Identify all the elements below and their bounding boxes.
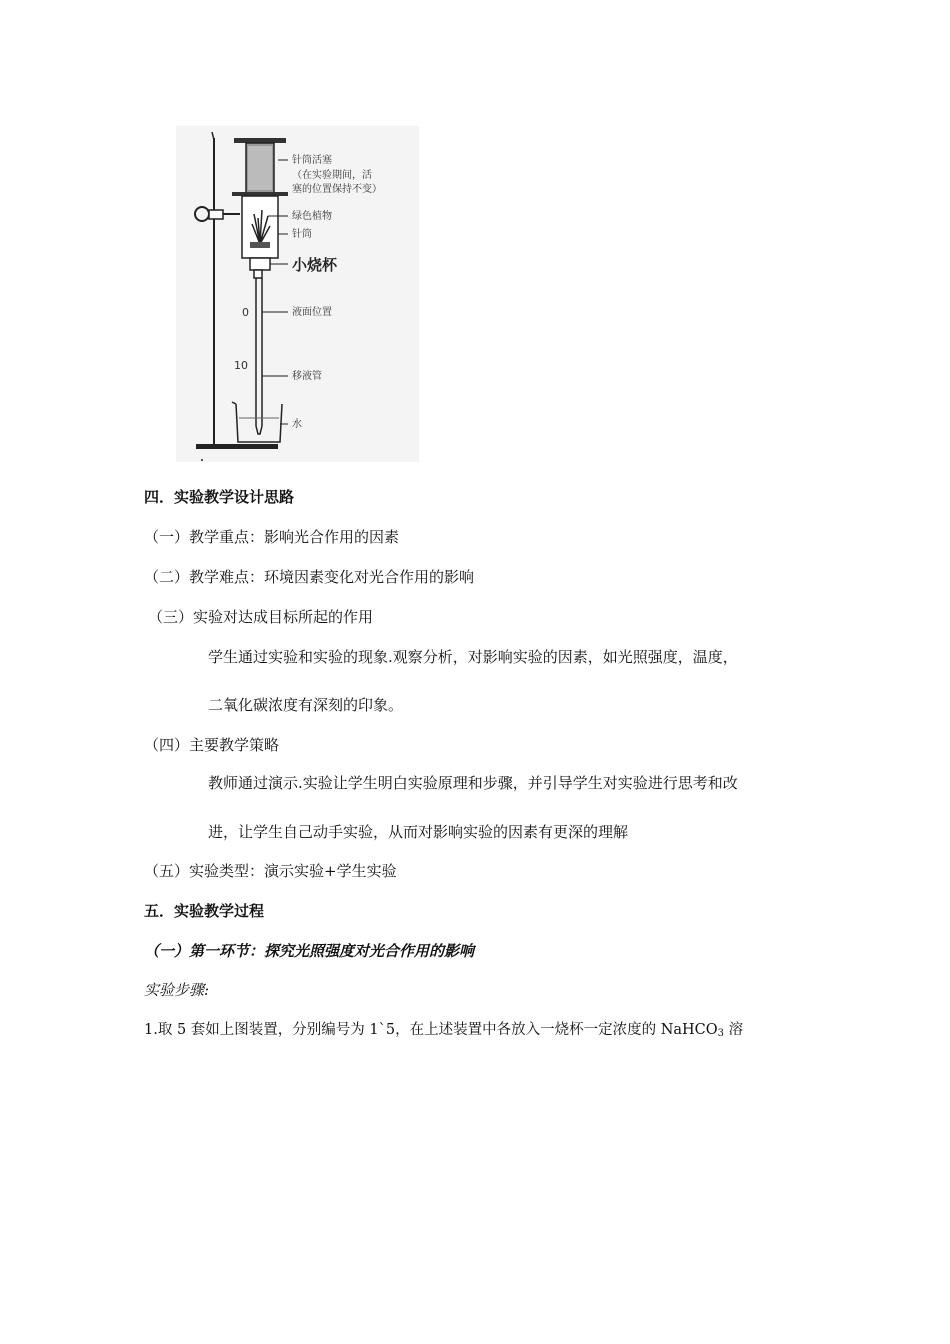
label-piston: 针筒活塞	[292, 155, 332, 166]
experiment-apparatus-figure	[176, 126, 419, 462]
section4-item3-text-1: 学生通过实验和实验的现象.观察分析，对影响实验的因素，如光照强度，温度，	[208, 648, 738, 666]
label-syringe: 针筒	[292, 229, 312, 240]
step1-suffix: 溶	[724, 1022, 744, 1038]
label-pipette: 移液管	[292, 371, 322, 382]
label-water: 水	[292, 419, 302, 430]
scale-mark-10: 10	[234, 359, 248, 372]
label-plant: 绿色植物	[292, 211, 332, 222]
label-piston-note-1: （在实验期间，活	[292, 170, 372, 181]
label-beaker: 小烧杯	[292, 256, 338, 274]
label-liquid-level: 液面位置	[292, 307, 332, 318]
section4-item3: （三）实验对达成目标所起的作用	[148, 608, 374, 626]
section5-subtitle: （一）第一环节：探究光照强度对光合作用的影响	[144, 942, 475, 960]
section5-step1	[144, 1021, 743, 1043]
section4-item4-text-2: 进，让学生自己动手实验，从而对影响实验的因素有更深的理解	[208, 823, 629, 841]
section5-steps-label: 实验步骤:	[144, 981, 210, 999]
section4-item1: （一）教学重点：影响光合作用的因素	[144, 528, 400, 546]
section4-item2: （二）教学难点：环境因素变化对光合作用的影响	[144, 568, 475, 586]
step1-prefix: 1.取 5 套如上图装置，分别编号为 1`5，在上述装置中各放入一烧杯一定浓度的 NaHCO	[144, 1022, 718, 1038]
section4-item4-text-1: 教师通过演示.实验让学生明白实验原理和步骤，并引导学生对实验进行思考和改	[208, 774, 738, 792]
section4-item5: （五）实验类型：演示实验+学生实验	[144, 862, 397, 880]
label-piston-note-2: 塞的位置保持不变）	[292, 184, 382, 195]
scale-mark-0: 0	[242, 306, 249, 319]
section4-title: 四．实验教学设计思路	[144, 488, 295, 506]
section4-item4: （四）主要教学策略	[144, 736, 280, 754]
step1-subscript: 3	[717, 1028, 725, 1039]
section5-title: 五．实验教学过程	[144, 902, 265, 920]
section4-item3-text-2: 二氧化碳浓度有深刻的印象。	[208, 696, 404, 714]
